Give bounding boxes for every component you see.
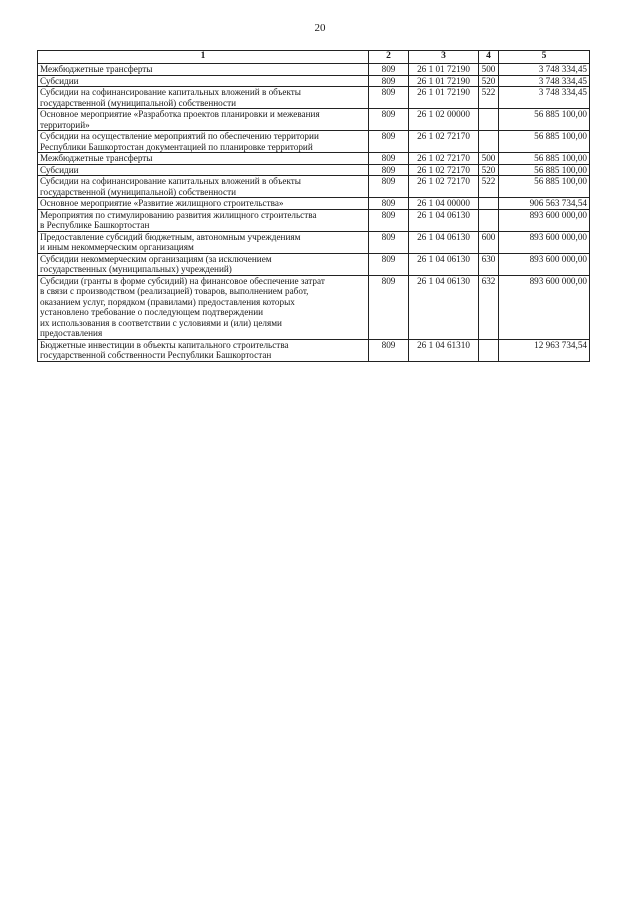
row-csr-cell: 26 1 04 06130: [409, 231, 479, 253]
row-sum-cell: 906 563 734,54: [499, 198, 590, 210]
row-sum-cell: 3 748 334,45: [499, 87, 590, 109]
column-header-sum: 5: [499, 51, 590, 64]
row-vr-cell: 500: [479, 153, 499, 165]
row-ved-cell: 809: [369, 87, 409, 109]
row-name-cell: Предоставление субсидий бюджетным, автономным учреждениям и иным некоммерческим организациям: [38, 231, 369, 253]
row-name-cell: Межбюджетные трансферты: [38, 64, 369, 76]
page-number: 20: [314, 22, 326, 34]
table-row: [38, 153, 590, 165]
row-ved-cell: 809: [369, 164, 409, 176]
row-vr-cell: 630: [479, 253, 499, 275]
row-name-cell: Субсидии на софинансирование капитальных вложений в объекты государственной (муниципальной) собственности: [38, 176, 369, 198]
row-sum-cell: 56 885 100,00: [499, 131, 590, 153]
row-csr-cell: 26 1 02 00000: [409, 109, 479, 131]
row-ved-cell: 809: [369, 109, 409, 131]
row-csr-cell: 26 1 04 61310: [409, 339, 479, 361]
row-csr-cell: 26 1 02 72170: [409, 164, 479, 176]
row-csr-cell: 26 1 04 06130: [409, 209, 479, 231]
row-sum-cell: 3 748 334,45: [499, 64, 590, 76]
row-sum-cell: 893 600 000,00: [499, 275, 590, 339]
column-header-vr: 4: [479, 51, 499, 64]
table-row: [38, 231, 590, 253]
row-name-cell: Бюджетные инвестиции в объекты капитального строительства государственной собственности Республики Башкортостан: [38, 339, 369, 361]
row-csr-cell: 26 1 01 72190: [409, 87, 479, 109]
row-vr-cell: 522: [479, 87, 499, 109]
column-header-name: 1: [38, 51, 369, 64]
row-vr-cell: [479, 209, 499, 231]
row-ved-cell: 809: [369, 275, 409, 339]
column-header-ved: 2: [369, 51, 409, 64]
row-vr-cell: 500: [479, 64, 499, 76]
table-row: [38, 209, 590, 231]
table-row: [38, 164, 590, 176]
column-header-csr: 3: [409, 51, 479, 64]
row-csr-cell: 26 1 01 72190: [409, 75, 479, 87]
row-sum-cell: 893 600 000,00: [499, 231, 590, 253]
row-ved-cell: 809: [369, 253, 409, 275]
row-csr-cell: 26 1 04 00000: [409, 198, 479, 210]
row-csr-cell: 26 1 01 72190: [409, 64, 479, 76]
table-row: [38, 131, 590, 153]
row-ved-cell: 809: [369, 209, 409, 231]
table-row: [38, 64, 590, 76]
row-ved-cell: 809: [369, 64, 409, 76]
row-sum-cell: 893 600 000,00: [499, 253, 590, 275]
row-name-cell: Мероприятия по стимулированию развития жилищного строительства в Республике Башкортостан: [38, 209, 369, 231]
row-csr-cell: 26 1 02 72170: [409, 176, 479, 198]
row-name-cell: Субсидии на осуществление мероприятий по обеспечению территории Республики Башкортостан документацией по планировке территорий: [38, 131, 369, 153]
table-row: [38, 253, 590, 275]
row-name-cell: Основное мероприятие «Разработка проектов планировки и межевания территорий»: [38, 109, 369, 131]
row-ved-cell: 809: [369, 75, 409, 87]
table-row: [38, 109, 590, 131]
row-name-cell: Субсидии (гранты в форме субсидий) на финансовое обеспечение затрат в связи с производством (реализацией) товаров, выполнением работ, оказанием услуг, порядком (правилами) предоставления которых установлено требование о последующем подтверждении их использования в соответствии с условиями и (или) целями предоставления: [38, 275, 369, 339]
row-csr-cell: 26 1 04 06130: [409, 275, 479, 339]
row-vr-cell: [479, 339, 499, 361]
row-vr-cell: [479, 109, 499, 131]
row-ved-cell: 809: [369, 231, 409, 253]
row-sum-cell: 56 885 100,00: [499, 176, 590, 198]
table-row: [38, 176, 590, 198]
row-sum-cell: 56 885 100,00: [499, 153, 590, 165]
row-ved-cell: 809: [369, 131, 409, 153]
row-ved-cell: 809: [369, 176, 409, 198]
row-sum-cell: 12 963 734,54: [499, 339, 590, 361]
row-vr-cell: 520: [479, 75, 499, 87]
table-row: [38, 87, 590, 109]
budget-table: [37, 50, 590, 362]
row-name-cell: Субсидии на софинансирование капитальных вложений в объекты государственной (муниципальной) собственности: [38, 87, 369, 109]
row-ved-cell: 809: [369, 339, 409, 361]
row-vr-cell: 632: [479, 275, 499, 339]
row-sum-cell: 56 885 100,00: [499, 109, 590, 131]
row-csr-cell: 26 1 02 72170: [409, 153, 479, 165]
row-csr-cell: 26 1 04 06130: [409, 253, 479, 275]
row-name-cell: Субсидии некоммерческим организациям (за исключением государственных (муниципальных) учреждений): [38, 253, 369, 275]
row-name-cell: Субсидии: [38, 164, 369, 176]
row-vr-cell: [479, 198, 499, 210]
row-name-cell: Основное мероприятие «Развитие жилищного строительства»: [38, 198, 369, 210]
row-sum-cell: 3 748 334,45: [499, 75, 590, 87]
table-row: [38, 275, 590, 339]
row-sum-cell: 56 885 100,00: [499, 164, 590, 176]
row-ved-cell: 809: [369, 153, 409, 165]
row-vr-cell: 520: [479, 164, 499, 176]
row-vr-cell: [479, 131, 499, 153]
row-name-cell: Субсидии: [38, 75, 369, 87]
row-csr-cell: 26 1 02 72170: [409, 131, 479, 153]
row-name-cell: Межбюджетные трансферты: [38, 153, 369, 165]
table-row: [38, 339, 590, 361]
table-header-row: [38, 51, 590, 64]
table-row: [38, 198, 590, 210]
row-vr-cell: 600: [479, 231, 499, 253]
table-row: [38, 75, 590, 87]
row-vr-cell: 522: [479, 176, 499, 198]
row-ved-cell: 809: [369, 198, 409, 210]
row-sum-cell: 893 600 000,00: [499, 209, 590, 231]
